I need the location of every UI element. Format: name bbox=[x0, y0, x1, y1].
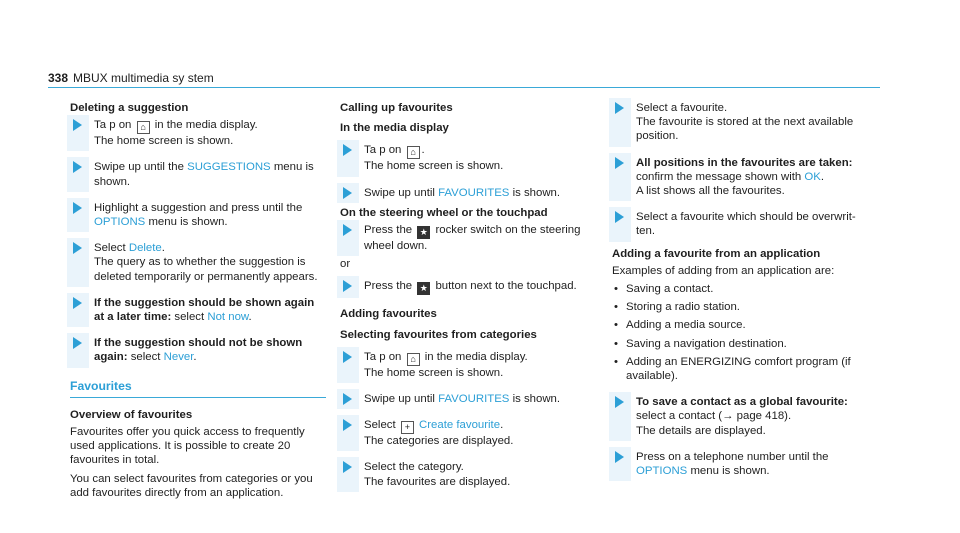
step-arrow-icon bbox=[73, 161, 82, 173]
column-left bbox=[70, 101, 326, 504]
step bbox=[70, 118, 326, 148]
step-text: Swipe up until FAVOURITES is shown. bbox=[364, 186, 561, 199]
page-header bbox=[0, 0, 960, 90]
or-text: or bbox=[340, 258, 351, 271]
star-icon: ★ bbox=[417, 282, 430, 295]
step-text: Select a favourite which should be overwrit-ten. bbox=[636, 211, 856, 238]
home-icon: ⌂ bbox=[137, 121, 150, 134]
heading-from-categories: Selecting favourites from categories bbox=[340, 328, 537, 341]
step-arrow-icon bbox=[343, 351, 352, 363]
step-text: Select Delete. The query as to whether the suggestion is deleted temporarily or permanently appears. bbox=[94, 242, 318, 283]
page-title: MBUX multimedia sy stem bbox=[73, 71, 214, 85]
step-text: Select the category. The favourites are displayed. bbox=[364, 461, 511, 488]
heading-overview: Overview of favourites bbox=[70, 408, 193, 421]
step-arrow-icon bbox=[73, 337, 82, 349]
step-arrow-icon bbox=[343, 280, 352, 292]
step bbox=[340, 418, 598, 448]
step-arrow-icon bbox=[73, 202, 82, 214]
step-text: If the suggestion should not be shown again: select Never. bbox=[94, 337, 303, 364]
step-arrow-icon bbox=[73, 242, 82, 254]
step-text: Press the ★ rocker switch on the steering wheel down. bbox=[364, 224, 581, 253]
step bbox=[612, 395, 874, 438]
column-middle bbox=[340, 101, 598, 501]
step-arrow-icon bbox=[615, 102, 624, 114]
heading-steering-wheel: On the steering wheel or the touchpad bbox=[340, 206, 548, 219]
heading-calling-up: Calling up favourites bbox=[340, 102, 453, 114]
step-text: Press the ★ button next to the touchpad. bbox=[364, 280, 577, 294]
section-title-favourites: Favourites bbox=[70, 378, 132, 393]
home-icon: ⌂ bbox=[407, 146, 420, 159]
step-arrow-icon bbox=[73, 119, 82, 131]
step-arrow-icon bbox=[343, 187, 352, 199]
paragraph: Examples of adding from an application are: bbox=[612, 264, 835, 277]
bullet-item: • Storing a radio station. bbox=[612, 300, 874, 314]
column-right bbox=[612, 101, 874, 490]
header-divider bbox=[48, 87, 880, 88]
step-text: All positions in the favourites are taken: confirm the message shown with OK. A list shows all the favourites. bbox=[636, 156, 853, 198]
step-arrow-icon bbox=[343, 224, 352, 236]
paragraph: Favourites offer you quick access to frequently used applications. It is possible to create 20 favourites in total. bbox=[70, 426, 305, 467]
heading-media-display: In the media display bbox=[340, 122, 449, 135]
page-number: 338 bbox=[48, 71, 69, 85]
step bbox=[340, 279, 598, 295]
step-text: If the suggestion should be shown again at a later time: select Not now. bbox=[94, 296, 315, 324]
step bbox=[612, 450, 874, 478]
bullet-item: • Saving a contact. bbox=[612, 282, 874, 296]
paragraph: You can select favourites from categories or you add favourites directly from an application. bbox=[70, 472, 313, 499]
step-text: Ta p on ⌂ in the media display. The home screen is shown. bbox=[94, 119, 258, 148]
section-divider bbox=[70, 397, 326, 398]
step-arrow-icon bbox=[73, 297, 82, 309]
heading-from-application: Adding a favourite from an application bbox=[612, 247, 821, 260]
step-arrow-icon bbox=[615, 396, 624, 408]
step bbox=[612, 101, 874, 144]
step bbox=[70, 241, 326, 284]
step bbox=[340, 460, 598, 488]
bullet-item: • Saving a navigation destination. bbox=[612, 337, 874, 351]
step-text: Swipe up until FAVOURITES is shown. bbox=[364, 393, 561, 406]
step-arrow-icon bbox=[343, 393, 352, 405]
star-icon: ★ bbox=[417, 226, 430, 239]
step-text: Ta p on ⌂ in the media display. The home screen is shown. bbox=[364, 350, 528, 379]
step-arrow-icon bbox=[615, 451, 624, 463]
step-arrow-icon bbox=[615, 211, 624, 223]
step-arrow-icon bbox=[343, 144, 352, 156]
step bbox=[70, 336, 326, 364]
heading-adding-favourites: Adding favourites bbox=[340, 308, 437, 321]
step-text: Select + Create favourite. The categories are displayed. bbox=[364, 419, 514, 448]
step bbox=[70, 201, 326, 229]
step bbox=[70, 296, 326, 324]
bullet-item: • Adding an ENERGIZING comfort program (if available). bbox=[612, 355, 874, 383]
step bbox=[612, 210, 874, 238]
step-text: Swipe up until the SUGGESTIONS menu is shown. bbox=[94, 161, 314, 188]
step-arrow-icon bbox=[343, 461, 352, 473]
step-text: Select a favourite. The favourite is stored at the next available position. bbox=[636, 102, 854, 143]
step-arrow-icon bbox=[343, 419, 352, 431]
step bbox=[340, 143, 598, 173]
step bbox=[70, 160, 326, 188]
step-arrow-icon bbox=[615, 157, 624, 169]
step bbox=[340, 223, 598, 253]
bullet-item: • Adding a media source. bbox=[612, 318, 874, 332]
step bbox=[340, 392, 598, 406]
step bbox=[340, 350, 598, 380]
home-icon: ⌂ bbox=[407, 353, 420, 366]
step-text: Ta p on ⌂ . The home screen is shown. bbox=[364, 144, 504, 173]
step bbox=[612, 156, 874, 199]
plus-icon: + bbox=[401, 421, 414, 434]
step-text: To save a contact as a global favourite: select a contact (→ page 418). The details are displayed. bbox=[636, 396, 848, 437]
heading-deleting-suggestion: Deleting a suggestion bbox=[70, 102, 189, 114]
step-text: Press on a telephone number until the OPTIONS menu is shown. bbox=[636, 450, 829, 478]
step-text: Highlight a suggestion and press until the OPTIONS menu is shown. bbox=[94, 201, 303, 229]
step bbox=[340, 186, 598, 200]
